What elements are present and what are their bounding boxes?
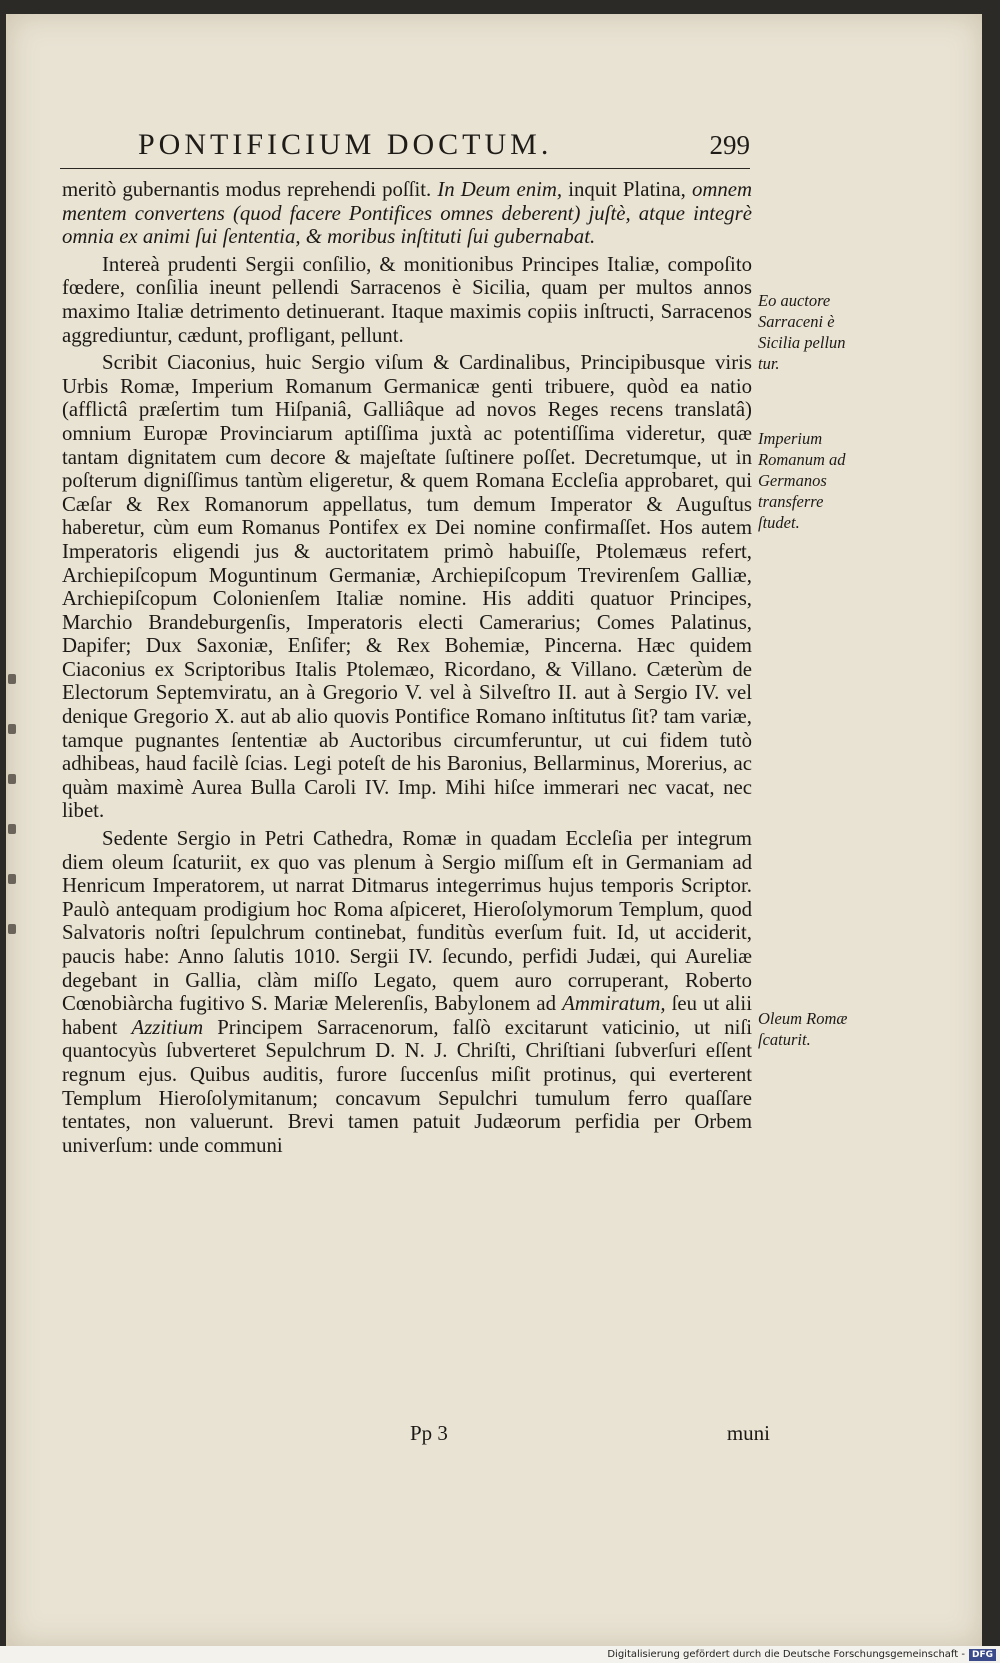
paragraph-3: Scribit Ciaconius, huic Sergio viſum & Cardinalibus, Principibusque viris Urbis Romæ, Imperium Romanum Germanicæ genti tribuere, quòd ea natio (afflictâ præſertim tum Hiſpaniâ, Galliâque ad novos Reges recens translatâ) omnium Europæ Provinciarum aptiſſima juxtà ac potentiſſima videretur, quæ tantam dignitatem cum decore & majeſtate ſuſtinere poſſet. Decretumque, ut in poſterum digniſſimus tantùm eligeretur, & quem Romana Eccleſia approbaret, qui Cæſar & Rex Romanorum appellatus, tum demum Imperator & Auguſtus haberetur, cùm eum Romanus Pontifex ex Dei nomine confirmaſſet. Hos autem Imperatoris eligendi jus & auctoritatem primò habuiſſe, Ptolemæus refert, Archiepiſcopum Moguntinum Germaniæ, Archiepiſcopum Trevirenſem Galliæ, Archiepiſcopum Colonienſem Italiæ nomine. His additi quatuor Principes, Marchio Brandeburgenſis, Imperatoris electi Camerarius; Comes Palatinus, Dapifer; Dux Saxoniæ, Enſifer; & Rex Bohemiæ, Pincerna. Hæc quidem Ciaconius ex Scriptoribus Italis Ptolemæo, Ricordano, & Villano. Cæterùm de Electorum Septemviratu, an à Gregorio V. vel à Silveſtro II. aut à Sergio IV. vel denique Gregorio X. aut ab alio quovis Pontifice Romano inſtitutus ſit? tam variæ, tamque pugnantes ſententiæ ab Auctoribus circumferuntur, ut cui fidem tutò adhibeas, haud facilè ſcias. Legi poteſt de his Baronius, Bellarminus, Morerius, ac quàm maximè Aurea Bulla Caroli IV. Imp. Mihi hiſce immerari nec vacat, nec libet.	[62, 351, 752, 823]
signature-mark: Pp 3	[410, 1421, 448, 1445]
paragraph-1-text: meritò gubernantis modus reprehendi poſſit.	[62, 178, 438, 201]
paragraph-1-attribution: inquit Platina,	[562, 178, 692, 201]
paragraph-2: Intereà prudenti Sergii conſilio, & monitionibus Principes Italiæ, compoſito fœdere, conſilia ineunt pellendi Sarracenos è Sicilia, quam per multos annos maximo Italiæ detrimento detinuerant. Itaque maximis copiis inſtructi, Sarracenos aggrediuntur, cædunt, profligant, pellunt.	[62, 252, 752, 347]
funding-credit: Digitalisierung gefördert durch die Deutsche Forschungsgemeinschaft -	[607, 1649, 965, 1660]
paragraph-1-lead: In Deum enim,	[437, 178, 563, 201]
catchword: muni	[726, 1421, 770, 1445]
dfg-logo: DFG	[969, 1649, 996, 1661]
paragraph-1-quote: omnem mentem convertens (quod facere Pontifices omnes deberent) juſtè, atque integrè omnia ex animi ſui ſententia, & moribus inſtituti ſui gubernabat.	[62, 178, 753, 249]
margin-note-oleum: Oleum Romæ ſcaturit.	[758, 1009, 848, 1049]
paragraph-4-italic-a: Ammiratum,	[562, 992, 666, 1016]
paragraph-4-text-b: ſeu ut alii habent	[62, 992, 752, 1039]
margin-note-sarraceni: Eo auctore Sarraceni è Sicilia pellun tur.	[758, 291, 846, 373]
main-text	[62, 178, 752, 1161]
paragraph-4	[62, 827, 752, 1157]
margin-note-imperium: Imperium Romanum ad Germanos transferre ſtudet.	[758, 429, 846, 532]
paragraph-1	[62, 178, 752, 249]
paragraph-4-italic-b: Azzitium	[131, 1015, 204, 1039]
page-header	[60, 128, 750, 169]
running-title: PONTIFICIUM DOCTUM.	[138, 128, 553, 161]
paragraph-4-text-a: Sedente Sergio in Petri Cathedra, Romæ in quadam Eccleſia per integrum diem oleum ſcaturiit, ex quo vas plenum à Sergio miſſum eſt in Germaniam ad Henricum Imperatorem, ut narrat Ditmarus integerrimus hujus temporis Scriptor. Paulò antequam prodigium hoc Roma aſpiceret, Hieroſolymorum Templum, quod Salvatoris noſtri ſepulchrum continebat, funditùs everſum fuit. Id, ut acciderit, paucis habe: Anno ſalutis 1010. Sergii IV. ſecundo, perfidi Judæi, qui Aureliæ degebant in Gallia, clàm miſſo Legato, quem auro corruperant, Roberto Cœnobiàrcha fugitivo S. Mariæ Melerenſis, Babylonem ad	[62, 827, 752, 1016]
binding-marks	[8, 654, 20, 954]
paragraph-4-text-c: Principem Sarracenorum, falſò excitarunt vaticinio, ut niſi quantocyùs ſubverteret Sepulchrum D. N. J. Chriſti, Chriſtiani ſubverſuri eſſent regnum ejus. Quibus auditis, furore ſuccenſus miſit protinus, qui everterent Templum Hieroſolymitanum; concavum Sepulchri tumulum ferro quaſſare tentates, non valuerunt. Brevi tamen patuit Judæorum perfidia per Orbem univerſum: unde communi	[62, 1015, 752, 1157]
page-number: 299	[709, 130, 750, 160]
footer-bar	[0, 1646, 1000, 1663]
